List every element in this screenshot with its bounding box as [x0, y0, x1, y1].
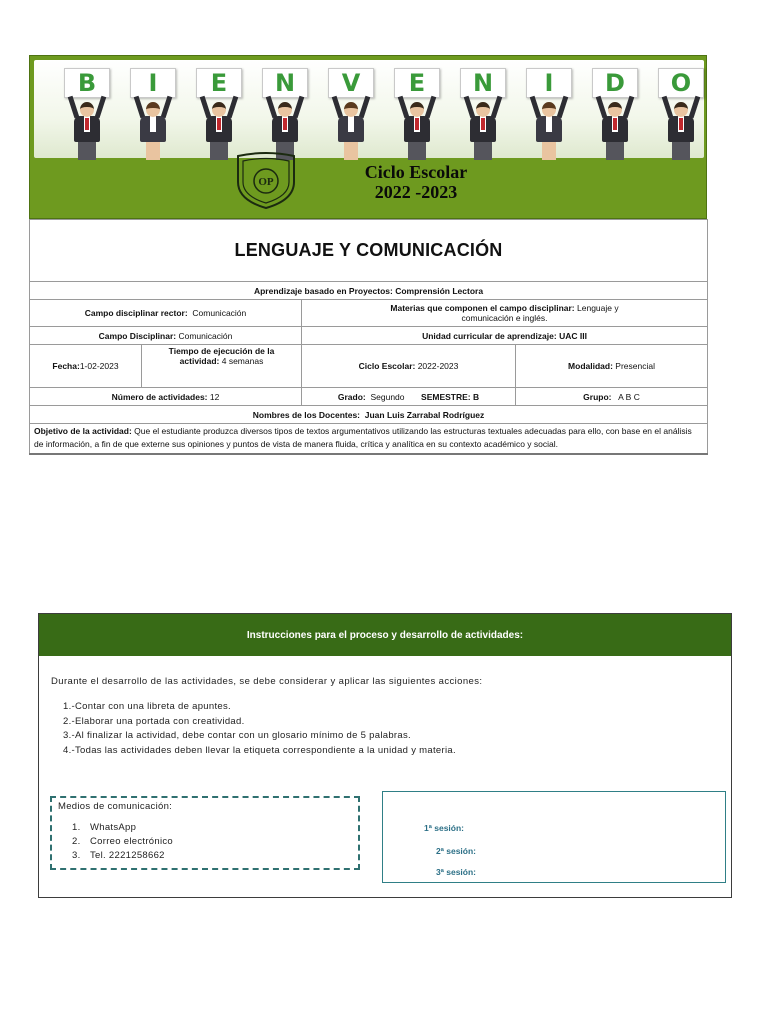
logo-text: OP [258, 176, 274, 188]
document-title: LENGUAJE Y COMUNICACIÓN [30, 220, 708, 282]
letter-card: I [130, 68, 176, 98]
sessions-box [382, 791, 726, 883]
session-3-label: 3ª sesión: [436, 867, 476, 877]
letter-card: I [526, 68, 572, 98]
letter-card: O [658, 68, 704, 98]
person-figure [658, 100, 704, 162]
letter-card: N [262, 68, 308, 98]
person-figure [328, 100, 374, 162]
letter-card: E [196, 68, 242, 98]
modalidad-cell: Modalidad: Presencial [516, 345, 708, 388]
campo-rector-cell: Campo disciplinar rector: Comunicación [30, 300, 302, 327]
letter-card: N [460, 68, 506, 98]
session-1-label: 1ª sesión: [424, 823, 464, 833]
communication-media-box [50, 796, 360, 870]
materias-cell: Materias que componen el campo disciplinar: Lenguaje y comunicación e inglés. [302, 300, 708, 327]
unidad-curricular-cell: Unidad curricular de aprendizaje: UAC III [302, 327, 708, 345]
list-item: 3.-Al finalizar la actividad, debe contar con un glosario mínimo de 5 palabras. [63, 730, 411, 741]
instructions-header: Instrucciones para el proceso y desarrollo de actividades: [39, 614, 731, 656]
letter-card: B [64, 68, 110, 98]
list-item: 1. WhatsApp [72, 822, 137, 833]
media-title: Medios de comunicación: [58, 801, 173, 812]
letter-card: V [328, 68, 374, 98]
course-info-table [29, 219, 708, 455]
media-list [72, 821, 173, 863]
session-2-label: 2ª sesión: [436, 846, 476, 856]
letter-card: D [592, 68, 638, 98]
project-title: Aprendizaje basado en Proyectos: Comprensión Lectora [30, 282, 708, 300]
person-figure [64, 100, 110, 162]
list-item: 1.-Contar con una libreta de apuntes. [63, 701, 231, 712]
instructions-intro: Durante el desarrollo de las actividades, se debe considerar y aplicar las siguientes acciones: [51, 676, 483, 687]
fecha-cell: Fecha:1-02-2023 [30, 345, 142, 388]
person-figure [526, 100, 572, 162]
school-cycle-heading [316, 162, 516, 202]
person-figure [130, 100, 176, 162]
letter-card: E [394, 68, 440, 98]
people-illustration [64, 100, 704, 162]
list-item: 3. Tel. 2221258662 [72, 850, 165, 861]
grupo-cell: Grupo: A B C [516, 388, 708, 406]
person-figure [592, 100, 638, 162]
campo-disciplinar-cell: Campo Disciplinar: Comunicación [30, 327, 302, 345]
welcome-banner-image [34, 60, 704, 158]
objetivo-cell: Objetivo de la actividad: Que el estudiante produzca diversos tipos de textos argumentativos utilizando las estructuras textuales adecuadas para ello, con base en el análisis de información, a fin de que externe sus opiniones y puntos de vista de manera fluida, crítica y analítica en su contexto académico y social. [30, 424, 708, 454]
instructions-list [63, 700, 456, 758]
list-item: 4.-Todas las actividades deben llevar la etiqueta correspondiente a la unidad y materia. [63, 744, 456, 756]
person-figure [394, 100, 440, 162]
ciclo-escolar-cell: Ciclo Escolar: 2022-2023 [302, 345, 516, 388]
header-banner [29, 55, 707, 219]
instructions-panel [38, 613, 732, 898]
person-figure [460, 100, 506, 162]
cycle-years: 2022 -2023 [374, 182, 458, 202]
docentes-cell: Nombres de los Docentes: Juan Luis Zarrabal Rodríguez [30, 406, 708, 424]
numero-actividades-cell: Número de actividades: 12 [30, 388, 302, 406]
list-item: 2. Correo electrónico [72, 836, 174, 847]
school-logo-icon [234, 152, 298, 210]
grado-cell: Grado: Segundo SEMESTRE: B [302, 388, 516, 406]
tiempo-cell: Tiempo de ejecución de la actividad: 4 semanas [142, 345, 302, 388]
list-item: 2.-Elaborar una portada con creatividad. [63, 715, 245, 727]
cycle-label: Ciclo Escolar [364, 162, 468, 182]
